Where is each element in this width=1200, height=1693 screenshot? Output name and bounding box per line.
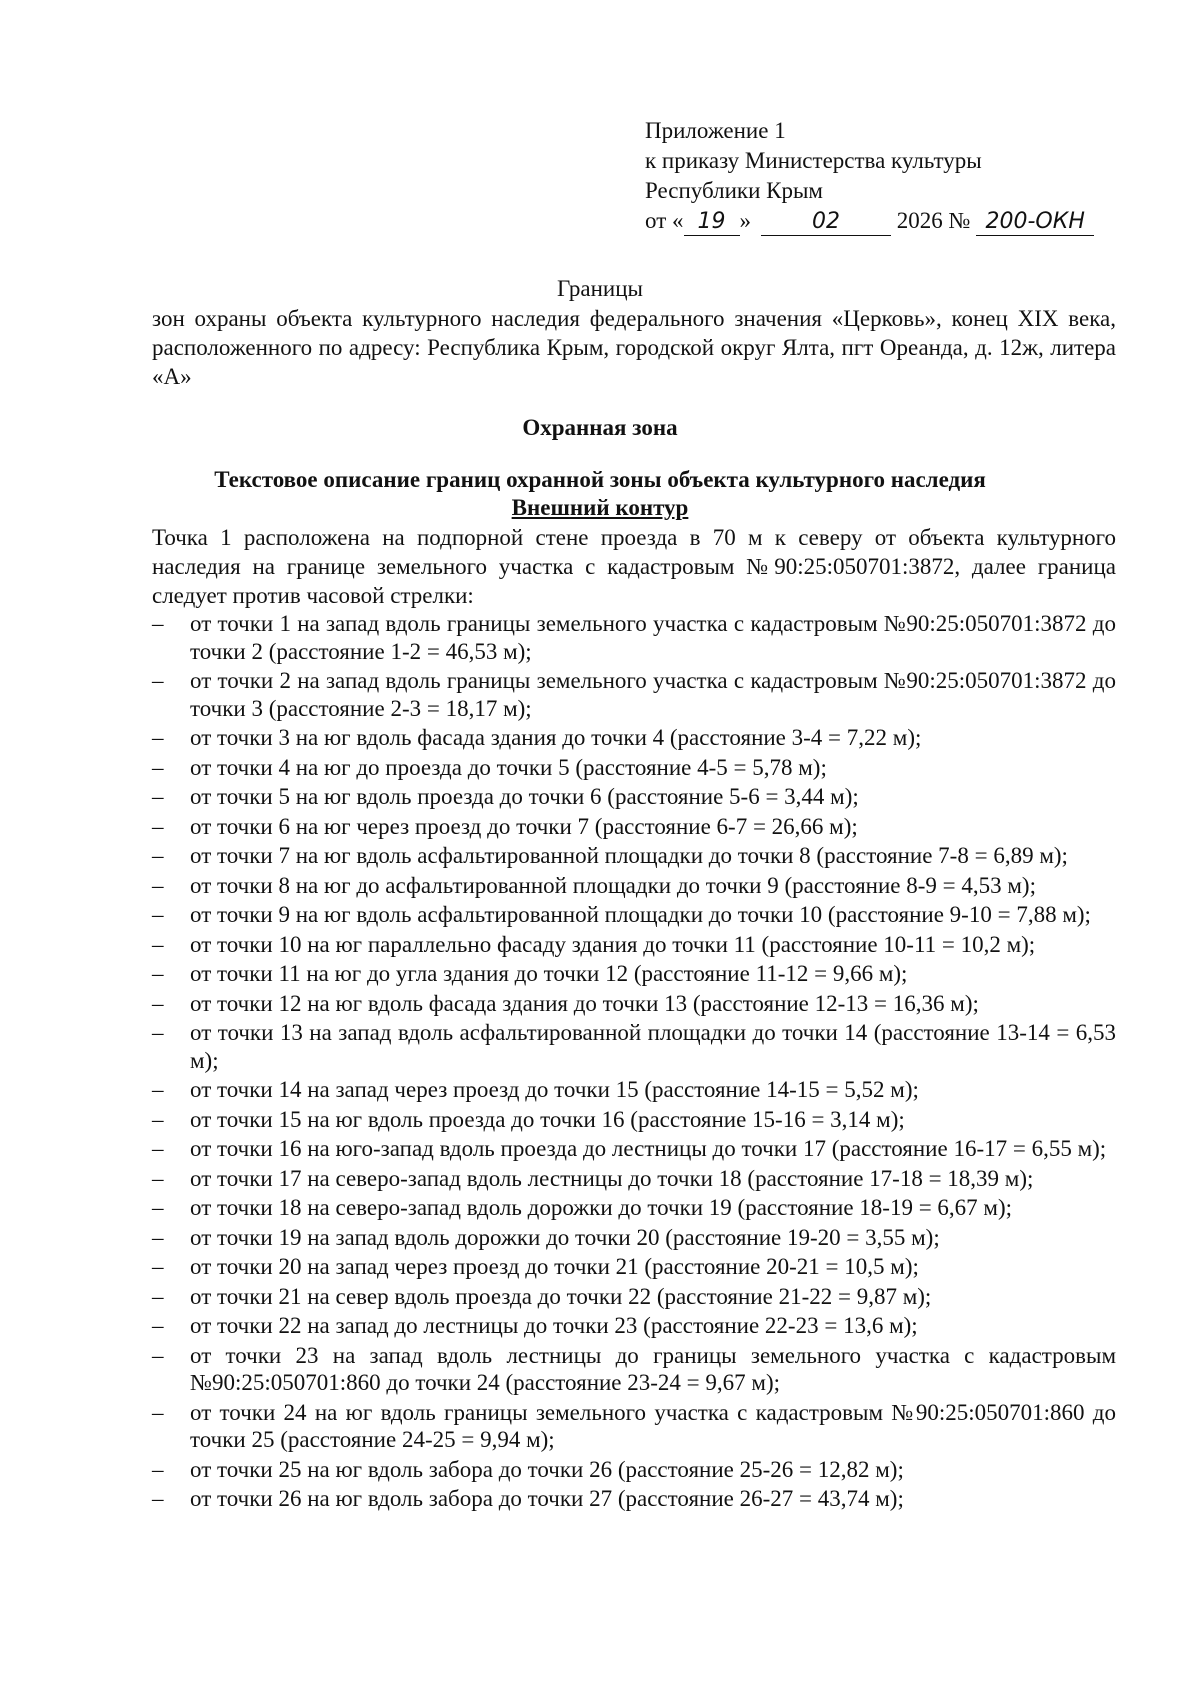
list-item [152,1312,1116,1340]
list-item [152,1076,1116,1104]
list-item [152,990,1116,1018]
list-item [152,724,1116,752]
list-bullet-dash: – [152,1486,164,1511]
list-item-text: от точки 21 на север вдоль проезда до точки 22 (расстояние 21-22 = 9,87 м); [190,1283,932,1309]
list-bullet-dash: – [152,668,164,693]
list-item-text: от точки 9 на юг вдоль асфальтированной площадки до точки 10 (расстояние 9-10 = 7,88 м); [190,902,1091,927]
list-bullet-dash: – [152,1254,164,1279]
list-item [152,1399,1116,1454]
list-item [152,901,1116,929]
list-bullet-dash: – [152,611,164,636]
list-bullet-dash: – [152,725,164,750]
list-item-text: от точки 8 на юг до асфальтированной площадки до точки 9 (расстояние 8-9 = 4,53 м); [190,872,1036,898]
list-bullet-dash: – [152,902,164,927]
list-bullet-dash: – [152,872,164,898]
list-bullet-dash: – [152,1165,164,1191]
list-item-text: от точки 16 на юго-запад вдоль проезда до лестницы до точки 17 (расстояние 16-17 = 6,55 м); [190,1136,1107,1161]
list-bullet-dash: – [152,1456,164,1482]
list-item [152,1106,1116,1134]
list-item-text: от точки 23 на запад вдоль лестницы до границы земельного участка с кадастровым №90:25:050701:860 до точки 24 (расстояние 23-24 = 9,67 м); [190,1342,1116,1395]
list-item-text: от точки 12 на юг вдоль фасада здания до точки 13 (расстояние 12-13 = 16,36 м); [190,990,979,1016]
description-heading-block [0,466,1200,522]
list-item [152,813,1116,841]
list-item-text: от точки 2 на запад вдоль границы земельного участка с кадастровым №90:25:050701:3872 до точки 3 (расстояние 2-3 = 18,17 м); [190,668,1116,721]
list-item [152,1135,1116,1163]
list-bullet-dash: – [152,1136,164,1161]
list-bullet-dash: – [152,1224,164,1250]
list-item-text: от точки 24 на юг вдоль границы земельного участка с кадастровым №90:25:050701:860 до точки 25 (расстояние 24-25 = 9,94 м); [190,1399,1116,1452]
handwritten-month: 02 [761,209,891,236]
list-item [152,1485,1116,1513]
list-bullet-dash: – [152,1020,164,1045]
contour-heading-text: Внешний контур [511,495,689,520]
list-item-text: от точки 25 на юг вдоль забора до точки 26 (расстояние 25-26 = 12,82 м); [190,1456,904,1482]
list-item-text: от точки 15 на юг вдоль проезда до точки 16 (расстояние 15-16 = 3,14 м); [190,1106,905,1132]
list-bullet-dash: – [152,1342,164,1368]
handwritten-order-number: 200-ОКН [976,209,1094,236]
appendix-line-1: Приложение 1 [645,118,786,143]
list-item [152,1224,1116,1252]
list-item-text: от точки 10 на юг параллельно фасаду здания до точки 11 (расстояние 10-11 = 10,2 м); [190,931,1036,957]
list-item [152,1456,1116,1484]
date-year: 2026 № [896,208,971,233]
intro-paragraph: Точка 1 расположена на подпорной стене проезда в 70 м к северу от объекта культурного наследия на границе земельного участка с кадастровым №90:25:050701:3872, далее граница следует против часовой стрелки: [152,525,1116,608]
list-bullet-dash: – [152,990,164,1016]
list-item-text: от точки 11 на юг до угла здания до точки 12 (расстояние 11-12 = 9,66 м); [190,961,908,986]
list-item [152,783,1116,811]
list-bullet-dash: – [152,813,164,839]
document-subtitle: зон охраны объекта культурного наследия федерального значения «Церковь», конец XIX века, расположенного по адресу: Республика Крым, городской округ Ялта, пгт Ореанда, д. 12ж, литера «А» [152,306,1116,389]
list-item-text: от точки 18 на северо-запад вдоль дорожки до точки 19 (расстояние 18-19 = 6,67 м); [190,1195,1013,1220]
list-item-text: от точки 19 на запад вдоль дорожки до точки 20 (расстояние 19-20 = 3,55 м); [190,1224,940,1250]
list-item [152,842,1116,870]
list-item-text: от точки 4 на юг до проезда до точки 5 (расстояние 4-5 = 5,78 м); [190,754,827,780]
list-item [152,1283,1116,1311]
list-item-text: от точки 3 на юг вдоль фасада здания до точки 4 (расстояние 3-4 = 7,22 м); [190,725,922,750]
list-item [152,1253,1116,1281]
list-item-text: от точки 13 на запад вдоль асфальтированной площадки до точки 14 (расстояние 13-14 = 6,53 м); [190,1020,1116,1073]
appendix-line-2: к приказу Министерства культуры [645,148,982,173]
list-item-text: от точки 1 на запад вдоль границы земельного участка с кадастровым №90:25:050701:3872 до точки 2 (расстояние 1-2 = 46,53 м); [190,611,1116,664]
list-item [152,754,1116,782]
list-item [152,1019,1116,1074]
list-item [152,872,1116,900]
list-item [152,667,1116,722]
list-bullet-dash: – [152,1399,164,1425]
boundary-list [152,610,1116,1515]
list-bullet-dash: – [152,843,164,868]
list-bullet-dash: – [152,961,164,986]
list-item [152,610,1116,665]
date-day-close: » [739,208,751,233]
appendix-line-3: Республики Крым [645,178,823,203]
list-bullet-dash: – [152,754,164,780]
list-item [152,1194,1116,1222]
date-prefix: от « [645,208,684,233]
list-bullet-dash: – [152,1195,164,1220]
list-item-text: от точки 22 на запад до лестницы до точки 23 (расстояние 22-23 = 13,6 м); [190,1313,918,1338]
list-item-text: от точки 17 на северо-запад вдоль лестницы до точки 18 (расстояние 17-18 = 18,39 м); [190,1165,1034,1191]
contour-heading [0,494,1200,522]
description-heading: Текстовое описание границ охранной зоны объекта культурного наследия [214,467,986,492]
list-item [152,1165,1116,1193]
list-item-text: от точки 20 на запад через проезд до точки 21 (расстояние 20-21 = 10,5 м); [190,1254,919,1279]
list-item-text: от точки 14 на запад через проезд до точки 15 (расстояние 14-15 = 5,52 м); [190,1077,919,1102]
list-bullet-dash: – [152,1077,164,1102]
list-item [152,960,1116,988]
list-bullet-dash: – [152,784,164,809]
list-item [152,1342,1116,1397]
list-bullet-dash: – [152,1106,164,1132]
list-bullet-dash: – [152,1313,164,1338]
list-item-text: от точки 26 на юг вдоль забора до точки 27 (расстояние 26-27 = 43,74 м); [190,1486,904,1511]
handwritten-day: 19 [684,209,740,236]
list-bullet-dash: – [152,1283,164,1309]
list-bullet-dash: – [152,931,164,957]
zone-heading: Охранная зона [522,415,678,440]
document-title: Границы [557,276,643,301]
list-item-text: от точки 7 на юг вдоль асфальтированной площадки до точки 8 (расстояние 7-8 = 6,89 м); [190,843,1068,868]
appendix-block [645,116,1105,236]
list-item-text: от точки 6 на юг через проезд до точки 7 (расстояние 6-7 = 26,66 м); [190,813,858,839]
appendix-date-line [645,206,1105,236]
list-item [152,931,1116,959]
list-item-text: от точки 5 на юг вдоль проезда до точки 6 (расстояние 5-6 = 3,44 м); [190,784,859,809]
